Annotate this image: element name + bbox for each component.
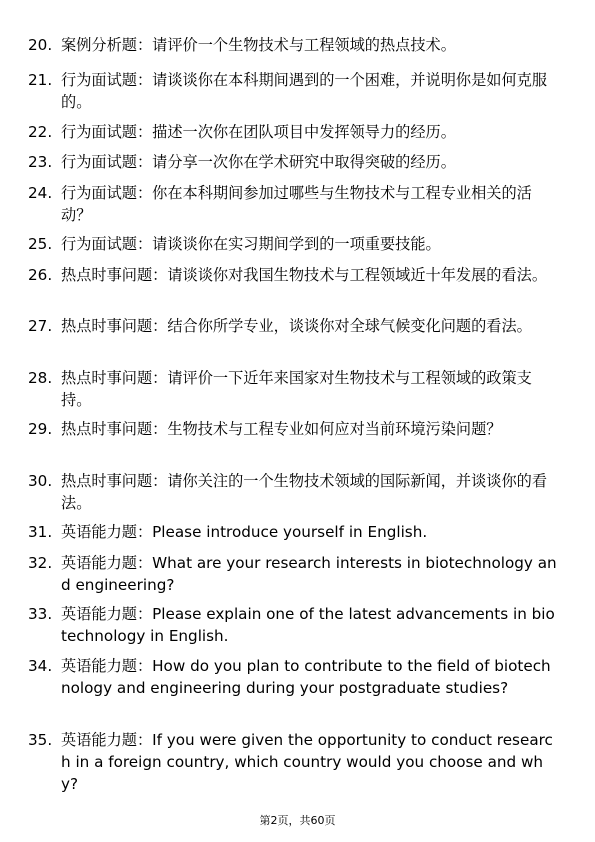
page-number: 第2页，共60页: [259, 814, 336, 827]
question-text: 英语能力题：What are your research interests in biotechnology and engineering?: [61, 554, 557, 594]
question-number: 22.: [28, 123, 53, 141]
question-text: 热点时事问题：生物技术与工程专业如何应对当前环境污染问题？: [61, 420, 502, 438]
question-item: [28, 729, 558, 795]
question-item: [28, 470, 558, 514]
question-number: 29.: [28, 420, 53, 438]
question-item: [28, 69, 558, 113]
question-number: 31.: [28, 523, 53, 541]
question-text: 行为面试题：你在本科期间参加过哪些与生物技术与工程专业相关的活动？: [61, 184, 532, 224]
question-item: [28, 521, 558, 543]
question-text: 行为面试题：描述一次你在团队项目中发挥领导力的经历。: [61, 123, 456, 141]
question-number: 32.: [28, 554, 53, 572]
question-number: 25.: [28, 235, 53, 253]
question-item: [28, 603, 558, 647]
question-text: 案例分析题：请评价一个生物技术与工程领域的热点技术。: [61, 36, 456, 54]
question-number: 21.: [28, 71, 53, 89]
question-text: 英语能力题：Please introduce yourself in English.: [61, 523, 428, 541]
question-text: 英语能力题：Please explain one of the latest advancements in biotechnology in English.: [61, 605, 555, 645]
question-text: 热点时事问题：请评价一下近年来国家对生物技术与工程领域的政策支持。: [61, 369, 532, 409]
question-number: 27.: [28, 317, 53, 335]
question-number: 30.: [28, 472, 53, 490]
question-item: [28, 264, 558, 286]
question-item: [28, 552, 558, 596]
question-item: [28, 233, 558, 255]
question-number: 20.: [28, 36, 53, 54]
question-item: [28, 315, 558, 337]
question-number: 28.: [28, 369, 53, 387]
question-item: [28, 367, 558, 411]
question-item: [28, 151, 558, 173]
question-text: 行为面试题：请谈谈你在实习期间学到的一项重要技能。: [61, 235, 441, 253]
question-item: [28, 182, 558, 226]
question-number: 35.: [28, 731, 53, 749]
question-text: 英语能力题：How do you plan to contribute to the field of biotechnology and engineering during your postgraduate studies?: [61, 657, 551, 697]
question-text: 热点时事问题：结合你所学专业，谈谈你对全球气候变化问题的看法。: [61, 317, 532, 335]
question-number: 34.: [28, 657, 53, 675]
question-item: [28, 418, 558, 440]
question-text: 行为面试题：请分享一次你在学术研究中取得突破的经历。: [61, 153, 456, 171]
question-text: 热点时事问题：请你关注的一个生物技术领域的国际新闻，并谈谈你的看法。: [61, 472, 547, 512]
question-number: 23.: [28, 153, 53, 171]
question-text: 热点时事问题：请谈谈你对我国生物技术与工程领域近十年发展的看法。: [61, 266, 547, 284]
question-number: 33.: [28, 605, 53, 623]
question-number: 26.: [28, 266, 53, 284]
question-item: [28, 121, 558, 143]
question-item: [28, 655, 558, 699]
question-text: 行为面试题：请谈谈你在本科期间遇到的一个困难，并说明你是如何克服的。: [61, 71, 547, 111]
question-text: 英语能力题：If you were given the opportunity to conduct research in a foreign country, which country would you choose and why?: [61, 731, 553, 793]
question-number: 24.: [28, 184, 53, 202]
question-item: [28, 34, 558, 56]
